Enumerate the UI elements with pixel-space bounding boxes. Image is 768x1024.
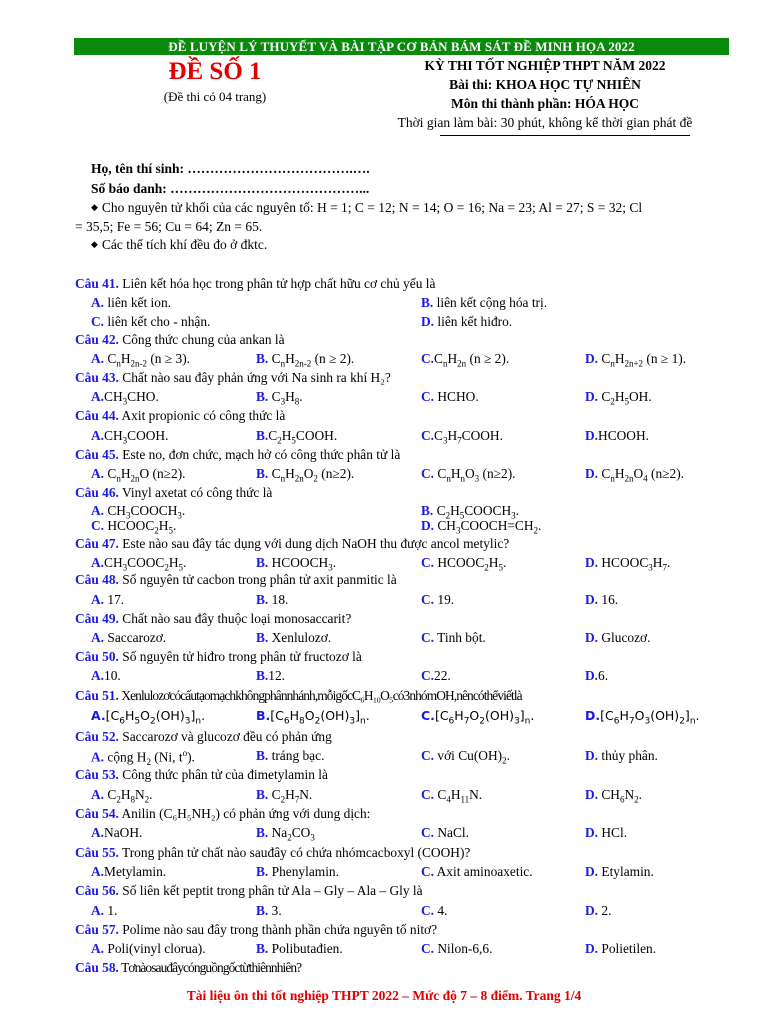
option-50-c[interactable]: C.22.: [421, 668, 451, 683]
option-50-d[interactable]: D.6.: [585, 668, 609, 683]
option-50-b[interactable]: B.12.: [256, 668, 286, 683]
question-54: Câu 54. Anilin (C₆H₅NH₂) có phản ứng với dung dịch:: [75, 806, 371, 821]
option-56-d[interactable]: D. 2.: [585, 903, 612, 918]
question-45: Câu 45. Este no, đơn chức, mạch hở có công thức phân tử là: [75, 447, 401, 462]
option-42-d[interactable]: D. $C_nH_{2n+2}$ (n ≥ 1).: [585, 351, 687, 369]
option-55-b[interactable]: B. Phenylamin.: [256, 864, 339, 879]
bullet-icon: ◆: [91, 239, 98, 249]
exam-subject: Bài thi: KHOA HỌC TỰ NHIÊN: [449, 77, 641, 92]
question-55: Câu 55. Trong phân tử chất nào sauđây có chứa nhómcacboxyl (COOH)?: [75, 845, 471, 860]
option-45-c[interactable]: C. $C_nH_nO_3$ (n≥2).: [421, 466, 516, 484]
option-47-b[interactable]: B. $HCOOCH_3$.: [256, 555, 337, 573]
option-46-a[interactable]: A. $CH_3COOCH_3$.: [91, 503, 186, 521]
option-45-b[interactable]: B. $C_nH_{2n}O_2$ (n≥2).: [256, 466, 355, 484]
option-49-b[interactable]: B. Xenlulozơ.: [256, 630, 332, 645]
page-footer: Tài liệu ôn thi tốt nghiệp THPT 2022 – Mức độ 7 – 8 điểm. Trang 1/4: [186, 988, 582, 1003]
note-atomic-mass-text: Cho nguyên tử khối của các nguyên tố: H = 1; C = 12; N = 14; O = 16; Na = 23; Al = 27; S = 32; Cl: [101, 200, 643, 215]
question-52: Câu 52. Saccarozơ và glucozơ đều có phản ứng: [75, 729, 332, 744]
pages-note: (Đề thi có 04 trang): [163, 89, 267, 104]
option-54-d[interactable]: D. HCl.: [585, 825, 628, 840]
question-44: Câu 44. Axit propionic có công thức là: [75, 408, 286, 423]
question-58: Câu 58. Tơnàosauđâycónguồngốctừthiênnhiên?: [75, 960, 302, 975]
option-57-a[interactable]: A. Poli(vinyl clorua).: [91, 941, 206, 956]
question-47: Câu 47. Este nào sau đây tác dụng với dung dịch NaOH thu được ancol metylic?: [75, 536, 510, 551]
exam-title: KỲ THI TỐT NGHIỆP THPT NĂM 2022: [424, 58, 666, 73]
question-41: Câu 41. Liên kết hóa học trong phân tử hợp chất hữu cơ chủ yếu là: [75, 276, 436, 291]
note-gas-volume-text: Các thể tích khí đều đo ở đktc.: [101, 237, 268, 252]
option-53-c[interactable]: C. $C_4H_{11}N$.: [421, 787, 483, 805]
bullet-icon: ◆: [91, 202, 98, 212]
option-43-b[interactable]: B. $C_3H_8$.: [256, 389, 303, 407]
question-50: Câu 50. Số nguyên tử hiđro trong phân tử fructozơ là: [75, 649, 362, 664]
note-atomic-mass: [91, 200, 642, 216]
option-41-b[interactable]: B. liên kết cộng hóa trị.: [421, 295, 548, 310]
option-57-d[interactable]: D. Polietilen.: [585, 941, 657, 956]
option-55-a[interactable]: A.Metylamin.: [91, 864, 167, 879]
document-banner: ĐỀ LUYỆN LÝ THUYẾT VÀ BÀI TẬP CƠ BẢN BÁM SÁT ĐỀ MINH HỌA 2022: [74, 38, 729, 55]
question-56: Câu 56. Số liên kết peptit trong phân tử Ala – Gly – Ala – Gly là: [75, 883, 423, 898]
note-atomic-mass-cont: = 35,5; Fe = 56; Cu = 64; Zn = 65.: [75, 219, 263, 234]
option-51-c[interactable]: $C.[C_6H_7O_2(OH)_3]_n$.: [421, 708, 535, 727]
option-41-d[interactable]: D. liên kết hiđro.: [421, 314, 513, 329]
option-44-a[interactable]: $A.CH_3COOH$.: [91, 428, 169, 446]
option-47-a[interactable]: $A.CH_3COOC_2H_5$.: [91, 555, 187, 573]
question-42: Câu 42. Công thức chung của ankan là: [75, 332, 285, 347]
option-41-c[interactable]: C. liên kết cho - nhận.: [91, 314, 211, 329]
option-52-c[interactable]: C. với $Cu(OH)_2$.: [421, 748, 510, 766]
header-divider: [440, 135, 690, 136]
option-46-b[interactable]: B. $C_2H_5COOCH_3$.: [421, 503, 519, 521]
option-55-c[interactable]: C. Axit aminoaxetic.: [421, 864, 533, 879]
question-49: Câu 49. Chất nào sau đây thuộc loại monosaccarit?: [75, 611, 352, 626]
option-45-a[interactable]: A. $C_nH_{2n}O$ (n≥2).: [91, 466, 186, 484]
question-48: Câu 48. Số nguyên tử cacbon trong phân tử axit panmitic là: [75, 572, 397, 587]
option-49-d[interactable]: D. Glucozơ.: [585, 630, 651, 645]
option-49-a[interactable]: A. Saccarozơ.: [91, 630, 167, 645]
option-53-d[interactable]: D. $CH_6N_2$.: [585, 787, 643, 805]
option-46-d[interactable]: D. $CH_3COOCH=CH_2$.: [421, 518, 542, 536]
question-43: Câu 43. Chất nào sau đây phản ứng với Na sinh ra khí H₂?: [75, 370, 391, 385]
option-56-b[interactable]: B. 3.: [256, 903, 282, 918]
option-48-b[interactable]: B. 18.: [256, 592, 289, 607]
option-46-c[interactable]: C. $HCOOC_2H_5$.: [91, 518, 177, 536]
question-46: Câu 46. Vinyl axetat có công thức là: [75, 485, 273, 500]
option-42-a[interactable]: A. $C_nH_{2n-2}$ (n ≥ 3).: [91, 351, 191, 369]
note-gas-volume: [91, 237, 267, 253]
option-44-d[interactable]: D.HCOOH.: [585, 428, 649, 443]
option-43-c[interactable]: C. HCHO.: [421, 389, 479, 404]
option-47-d[interactable]: D. $HCOOC_3H_7$.: [585, 555, 671, 573]
exam-time: Thời gian làm bài: 30 phút, không kể thời gian phát đề: [397, 115, 693, 130]
option-48-a[interactable]: A. 17.: [91, 592, 125, 607]
option-52-a[interactable]: A. cộng $H_2$ (Ni, $t^o$).: [91, 748, 195, 768]
option-42-c[interactable]: $C.C_nH_{2n}$ (n ≥ 2).: [421, 351, 510, 369]
option-53-a[interactable]: A. $C_2H_8N_2$.: [91, 787, 153, 805]
option-42-b[interactable]: B. $C_nH_{2n-2}$ (n ≥ 2).: [256, 351, 355, 369]
option-45-d[interactable]: D. $C_nH_{2n}O_4$ (n≥2).: [585, 466, 685, 484]
exam-component: Môn thi thành phần: HÓA HỌC: [451, 96, 639, 111]
candidate-id-line: Số báo danh: ……………………………………...: [91, 181, 370, 196]
option-51-d[interactable]: $D.[C_6H_7O_3(OH)_2]_n$.: [585, 708, 700, 727]
question-53: Câu 53. Công thức phân tử của đimetylamin là: [75, 767, 328, 782]
option-56-a[interactable]: A. 1.: [91, 903, 118, 918]
question-57: Câu 57. Polime nào sau đây trong thành phần chứa nguyên tố nitơ?: [75, 922, 438, 937]
option-57-b[interactable]: B. Polibutađien.: [256, 941, 343, 956]
option-54-a[interactable]: A.NaOH.: [91, 825, 143, 840]
question-51: Câu 51. Xenlulozơcócấutạomạchkhôngphânnhánh,mỗigốcC₆H₁₀O₅có3nhómOH,nêncóthểviếtlà: [75, 688, 522, 703]
option-48-c[interactable]: C. 19.: [421, 592, 455, 607]
option-48-d[interactable]: D. 16.: [585, 592, 619, 607]
option-53-b[interactable]: B. $C_2H_7N$.: [256, 787, 313, 805]
option-55-d[interactable]: D. Etylamin.: [585, 864, 654, 879]
option-47-c[interactable]: C. $HCOOC_2H_5$.: [421, 555, 507, 573]
option-51-a[interactable]: $A.[C_6H_5O_2(OH)_3]_n$.: [91, 708, 206, 727]
option-52-b[interactable]: B. tráng bạc.: [256, 748, 325, 763]
option-43-d[interactable]: D. $C_2H_5OH$.: [585, 389, 652, 407]
option-43-a[interactable]: $A.CH_3CHO$.: [91, 389, 159, 407]
option-49-c[interactable]: C. Tinh bột.: [421, 630, 486, 645]
option-56-c[interactable]: C. 4.: [421, 903, 448, 918]
option-44-b[interactable]: $B.C_2H_5COOH$.: [256, 428, 338, 446]
option-52-d[interactable]: D. thủy phân.: [585, 748, 658, 763]
option-57-c[interactable]: C. Nilon-6,6.: [421, 941, 493, 956]
option-44-c[interactable]: $C.C_3H_7COOH$.: [421, 428, 503, 446]
option-54-b[interactable]: B. $Na_2CO_3$: [256, 825, 315, 843]
exam-number: ĐỀ SỐ 1: [168, 58, 262, 85]
option-51-b[interactable]: $B.[C_6H_8O_2(OH)_3]_n$.: [256, 708, 370, 727]
candidate-name-line: Họ, tên thí sinh: ……………………………….….: [91, 161, 370, 176]
option-50-a[interactable]: A.10.: [91, 668, 121, 683]
option-41-a[interactable]: A. liên kết ion.: [91, 295, 171, 310]
option-54-c[interactable]: C. NaCl.: [421, 825, 469, 840]
